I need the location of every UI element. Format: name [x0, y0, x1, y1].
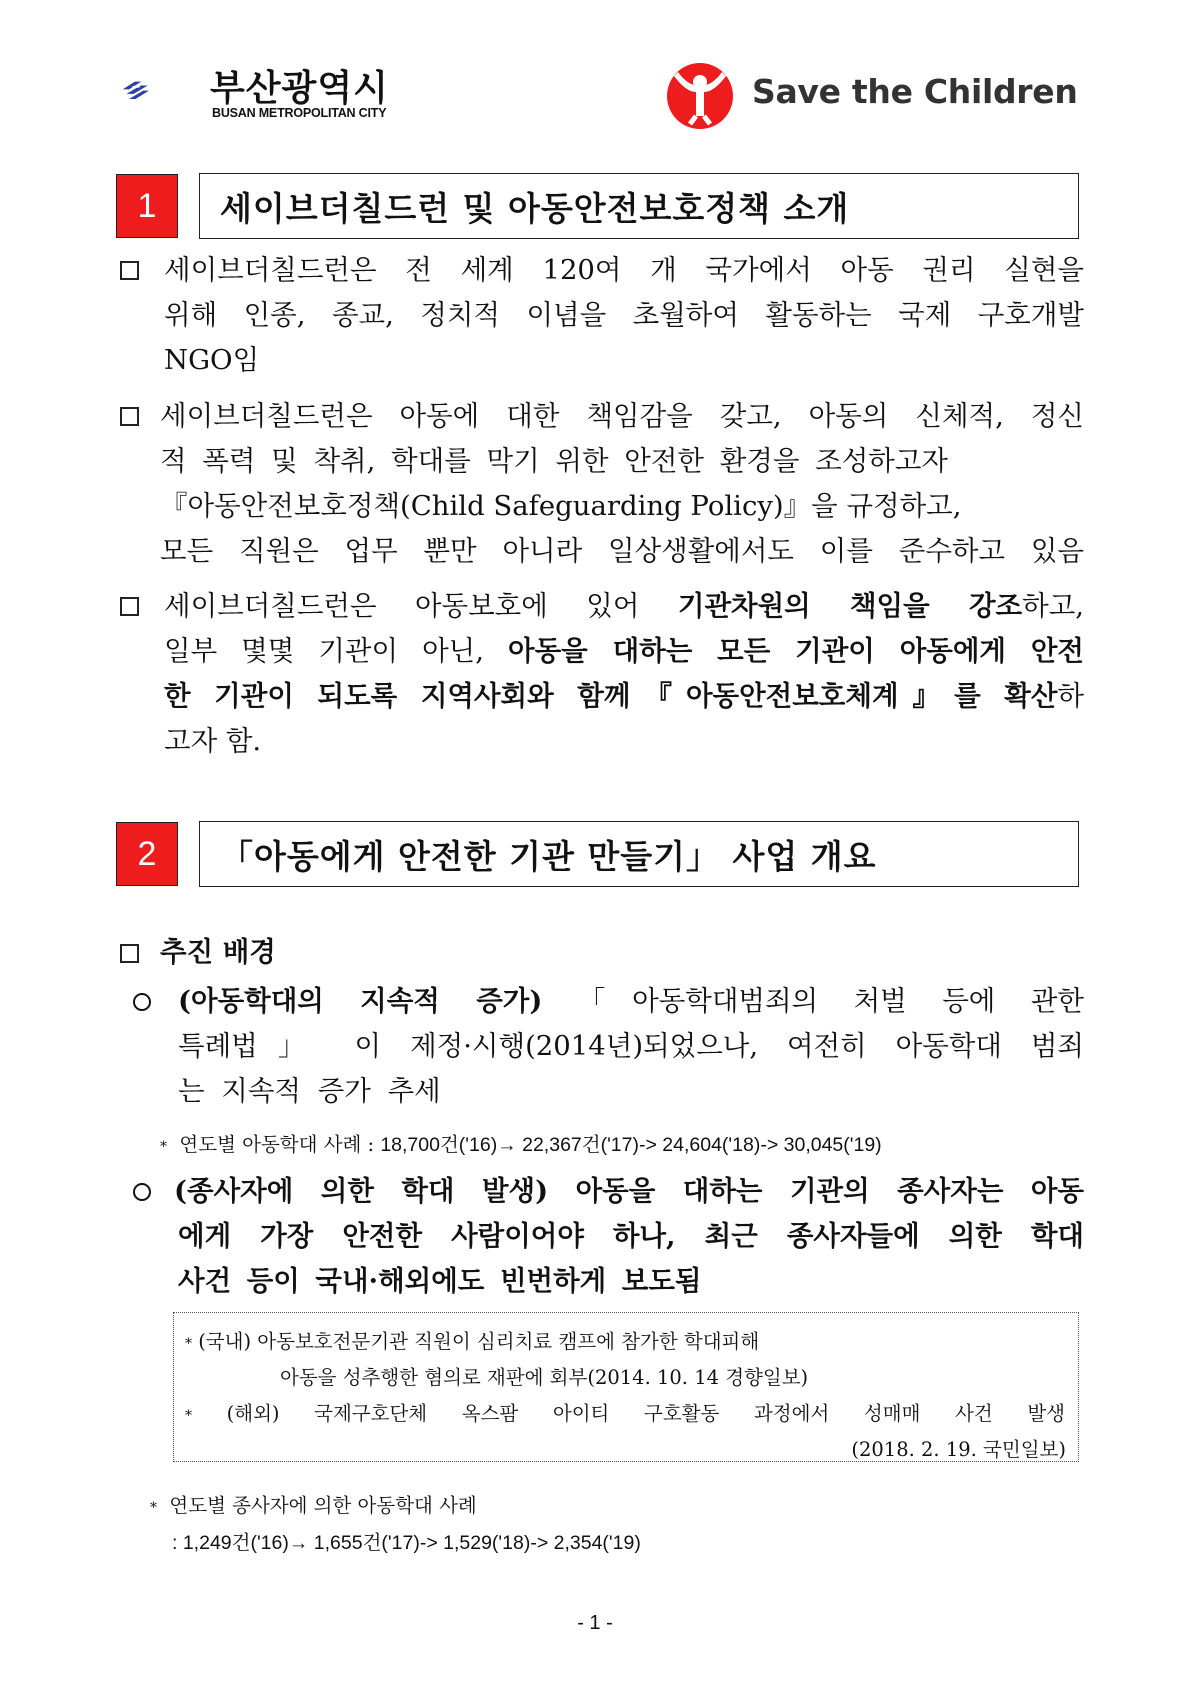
s1-bullet3-line2: 일부 몇몇 기관이 아닌, 아동을 대하는 모든 기관이 아동에게 안전 — [164, 635, 1084, 667]
section-2-number: 2 — [116, 822, 178, 886]
circle-bullet-icon — [133, 1183, 151, 1201]
s1-bullet3-line4: 고자 함. — [164, 725, 262, 757]
box-line1: * (국내) 아동보호전문기관 직원이 심리치료 캠프에 참가한 학대피해 — [185, 1330, 760, 1353]
section-1-number: 1 — [116, 174, 178, 238]
save-the-children-emblem-icon — [660, 58, 742, 130]
s2-item2-line3: 사건 등이 국내·해외에도 빈번하게 보도됨 — [178, 1265, 702, 1297]
note-staff-abuse-label: * 연도별 종사자에 의한 아동학대 사례 — [150, 1494, 477, 1517]
s1-bullet2-line3: 『아동안전보호정책(Child Safeguarding Policy)』을 규정하고, — [160, 490, 962, 522]
note-staff-abuse-values: : 1,249건('16)→ 1,655건('17)-> 1,529('18)-> 2,354('19) — [172, 1532, 641, 1554]
checkbox-bullet-icon — [120, 407, 139, 426]
s1-bullet2-line4: 모든 직원은 업무 뿐만 아니라 일상생활에서도 이를 준수하고 있음 — [160, 535, 1084, 567]
box-line2: 아동을 성추행한 혐의로 재판에 회부(2014. 10. 14 경향일보) — [280, 1366, 809, 1389]
section-1-title: 세이브더칠드런 및 아동안전보호정책 소개 — [199, 173, 1079, 239]
s1-bullet1-line1: 세이브더칠드런은 전 세계 120여 개 국가에서 아동 권리 실현을 — [164, 254, 1084, 286]
s1-bullet2-line1: 세이브더칠드런은 아동에 대한 책임감을 갖고, 아동의 신체적, 정신 — [160, 400, 1084, 432]
checkbox-bullet-icon — [120, 597, 139, 616]
section-2-title: 「아동에게 안전한 기관 만들기」 사업 개요 — [199, 821, 1079, 887]
s2-item1-line3: 는 지속적 증가 추세 — [178, 1075, 441, 1107]
s2-item2-line1: (종사자에 의한 학대 발생) 아동을 대하는 기관의 종사자는 아동 — [174, 1175, 1084, 1207]
busan-city-subtitle: BUSAN METROPOLITAN CITY — [212, 106, 387, 120]
busan-emblem-icon — [123, 82, 149, 99]
busan-city-logo — [122, 56, 212, 126]
note-yearly-child-abuse: * 연도별 아동학대 사례 : 18,700건('16)→ 22,367건('17)-> 24,604('18)-> 30,045('19) — [160, 1133, 882, 1156]
checkbox-bullet-icon — [120, 261, 139, 280]
s2-item1-line2: 특례법」 이 제정·시행(2014년)되었으나, 여전히 아동학대 범죄 — [178, 1030, 1084, 1062]
box-line3: * (해외) 국제구호단체 옥스팜 아이티 구호활동 과정에서 성매매 사건 발생 — [185, 1402, 1066, 1425]
circle-bullet-icon — [133, 993, 151, 1011]
background-heading: 추진 배경 — [160, 936, 276, 968]
s1-bullet1-line2: 위해 인종, 종교, 정치적 이념을 초월하여 활동하는 국제 구호개발 — [164, 299, 1084, 331]
busan-city-name: 부산광역시 — [210, 68, 389, 109]
page-number: - 1 - — [577, 1612, 613, 1634]
s1-bullet3-line3: 한 기관이 되도록 지역사회와 함께『아동안전보호체계』를 확산하 — [164, 680, 1084, 712]
s2-item2-line2: 에게 가장 안전한 사람이어야 하나, 최근 종사자들에 의한 학대 — [178, 1220, 1084, 1252]
box-line4: (2018. 2. 19. 국민일보) — [851, 1438, 1066, 1461]
s1-bullet2-line2: 적 폭력 및 착취, 학대를 막기 위한 안전한 환경을 조성하고자 — [160, 445, 948, 477]
s1-bullet3-line1: 세이브더칠드런은 아동보호에 있어 기관차원의 책임을 강조하고, — [164, 590, 1084, 622]
checkbox-bullet-icon — [120, 944, 139, 963]
save-the-children-name: Save the Children — [752, 72, 1078, 111]
s1-bullet1-line3: NGO임 — [164, 344, 260, 376]
s2-item1-line1: (아동학대의 지속적 증가) 「아동학대범죄의 처벌 등에 관한 — [178, 985, 1084, 1017]
